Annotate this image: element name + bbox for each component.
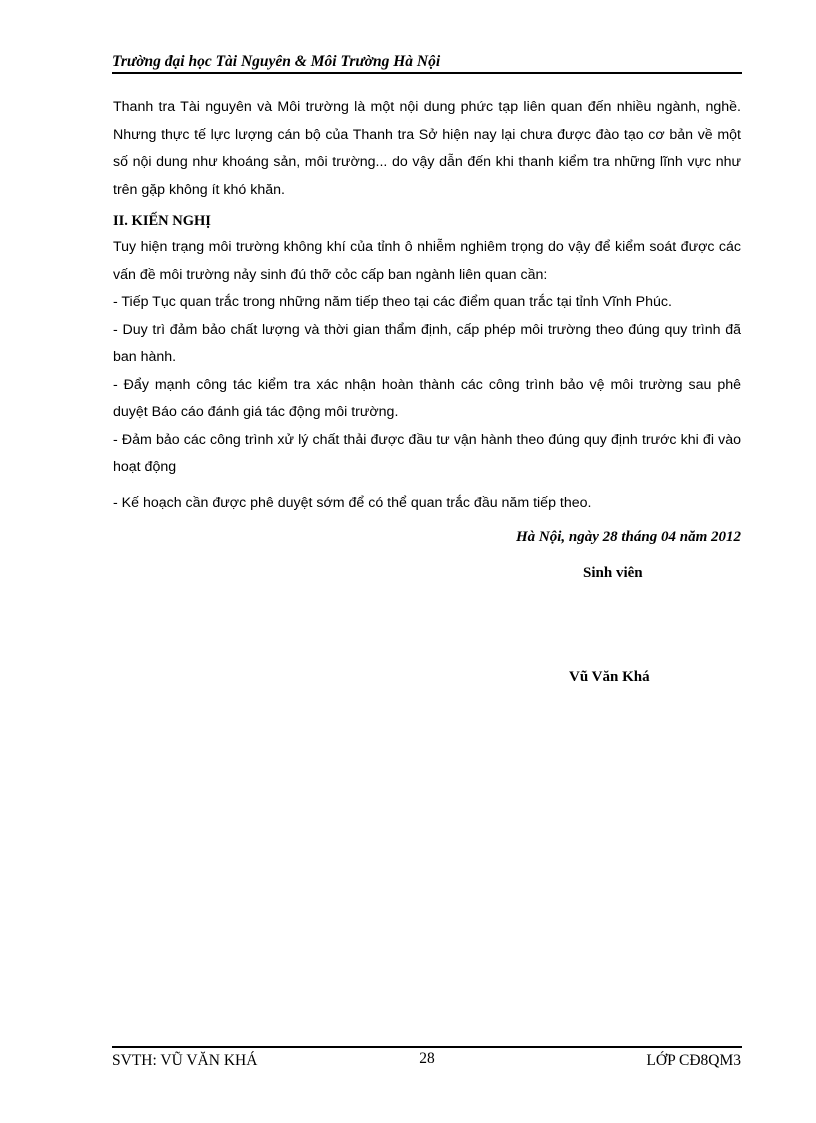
signature-date: Hà Nội, ngày 28 tháng 04 năm 2012 [515,529,741,545]
section-heading: II. KIẾN NGHỊ [113,213,211,229]
recommendation-item: - Kế hoạch cần được phê duyệt sớm để có thể quan trắc đầu năm tiếp theo. [113,494,592,511]
intro-paragraph: Thanh tra Tài nguyên và Môi trường là một nội dung phức tạp liên quan đến nhiều ngành, nghề. Nhưng thực tế lực lượng cán bộ của Thanh tra Sở hiện nay lại chưa được đào tạo cơ bản về một số nội dung như khoáng sản, môi trường... do vậy dẫn đến khi thanh kiểm tra những lĩnh vực như trên gặp không ít khó khăn. [113,99,741,198]
running-header: Trường đại học Tài Nguyên & Môi Trường Hà Nội [112,53,441,70]
recommendation-item: - Đảm bảo các công trình xử lý chất thải được đầu tư vận hành theo đúng quy định trước khi đi vào hoạt động [113,431,741,475]
recommendation-item: - Tiếp Tục quan trắc trong những năm tiếp theo tại các điểm quan trắc tại tỉnh Vĩnh Phúc. [113,294,672,310]
signature-name: Vũ Văn Khá [569,669,650,685]
footer-student: SVTH: VŨ VĂN KHÁ [112,1052,258,1069]
footer-class: LỚP CĐ8QM3 [646,1052,741,1069]
page-number: 28 [419,1050,435,1067]
section-intro-paragraph: Tuy hiện trạng môi trường không khí của tỉnh ô nhiễm nghiêm trọng do vậy để kiểm soát được các vấn đề môi trường nảy sinh đú thỡ cỏc cấp ban ngành liên quan cần: [113,239,741,283]
recommendation-item: - Đẩy mạnh công tác kiểm tra xác nhận hoàn thành các công trình bảo vệ môi trường sau phê duyệt Báo cáo đánh giá tác động môi trường. [113,376,741,420]
document-body [113,94,741,517]
signature-title: Sinh viên [583,565,643,581]
header-divider [112,72,742,74]
recommendation-item: - Duy trì đảm bảo chất lượng và thời gian thẩm định, cấp phép môi trường theo đúng quy trình đã ban hành. [113,321,741,365]
